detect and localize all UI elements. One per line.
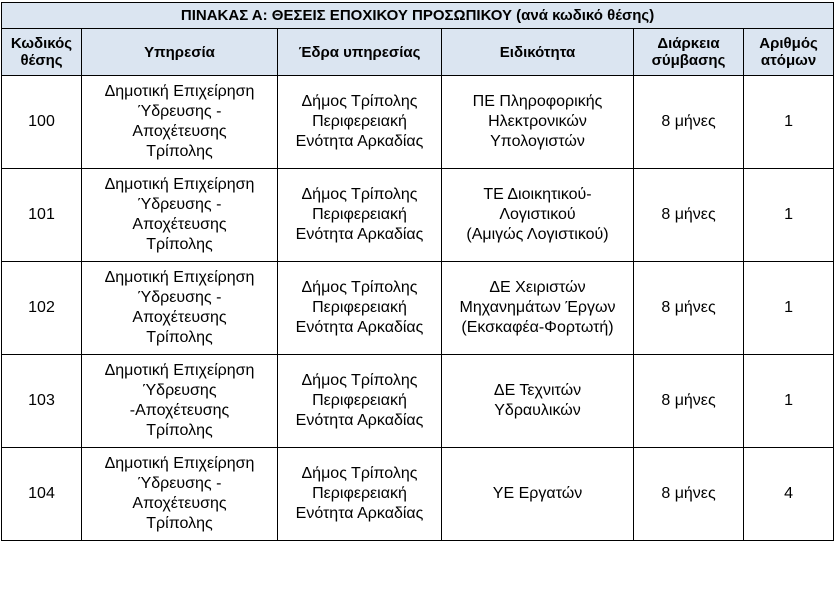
cell-service: Δημοτική Επιχείρηση Ύδρευσης - Αποχέτευσης Τρίπολης xyxy=(82,262,278,355)
cell-code: 104 xyxy=(2,448,82,541)
cell-seat: Δήμος Τρίπολης Περιφερειακή Ενότητα Αρκαδίας xyxy=(278,169,442,262)
cell-seat: Δήμος Τρίπολης Περιφερειακή Ενότητα Αρκαδίας xyxy=(278,76,442,169)
header-service: Υπηρεσία xyxy=(82,29,278,76)
cell-code: 102 xyxy=(2,262,82,355)
header-code: Κωδικός θέσης xyxy=(2,29,82,76)
cell-count: 1 xyxy=(744,169,834,262)
header-specialty: Ειδικότητα xyxy=(442,29,634,76)
cell-service: Δημοτική Επιχείρηση Ύδρευσης - Αποχέτευσης Τρίπολης xyxy=(82,76,278,169)
cell-count: 1 xyxy=(744,355,834,448)
cell-specialty: ΠΕ Πληροφορικής Ηλεκτρονικών Υπολογιστών xyxy=(442,76,634,169)
cell-specialty: ΔΕ Τεχνιτών Υδραυλικών xyxy=(442,355,634,448)
cell-service: Δημοτική Επιχείρηση Ύδρευσης -Αποχέτευσης Τρίπολης xyxy=(82,355,278,448)
table-row xyxy=(2,262,834,355)
table-title: ΠΙΝΑΚΑΣ Α: ΘΕΣΕΙΣ ΕΠΟΧΙΚΟΥ ΠΡΟΣΩΠΙΚΟΥ (ανά κωδικό θέσης) xyxy=(2,3,834,29)
cell-count: 1 xyxy=(744,262,834,355)
header-duration: Διάρκεια σύμβασης xyxy=(634,29,744,76)
cell-duration: 8 μήνες xyxy=(634,262,744,355)
table-row xyxy=(2,76,834,169)
header-count: Αριθμός ατόμων xyxy=(744,29,834,76)
cell-code: 100 xyxy=(2,76,82,169)
positions-table xyxy=(1,2,834,541)
cell-seat: Δήμος Τρίπολης Περιφερειακή Ενότητα Αρκαδίας xyxy=(278,262,442,355)
table-header-row xyxy=(2,29,834,76)
cell-duration: 8 μήνες xyxy=(634,169,744,262)
table-row xyxy=(2,169,834,262)
cell-specialty: ΥΕ Εργατών xyxy=(442,448,634,541)
table-row xyxy=(2,355,834,448)
document-page xyxy=(1,2,834,541)
cell-count: 4 xyxy=(744,448,834,541)
cell-count: 1 xyxy=(744,76,834,169)
cell-specialty: ΤΕ Διοικητικού- Λογιστικού (Αμιγώς Λογιστικού) xyxy=(442,169,634,262)
cell-seat: Δήμος Τρίπολης Περιφερειακή Ενότητα Αρκαδίας xyxy=(278,448,442,541)
cell-code: 101 xyxy=(2,169,82,262)
header-seat: Έδρα υπηρεσίας xyxy=(278,29,442,76)
cell-service: Δημοτική Επιχείρηση Ύδρευσης - Αποχέτευσης Τρίπολης xyxy=(82,169,278,262)
cell-code: 103 xyxy=(2,355,82,448)
cell-service: Δημοτική Επιχείρηση Ύδρευσης - Αποχέτευσης Τρίπολης xyxy=(82,448,278,541)
cell-specialty: ΔΕ Χειριστών Μηχανημάτων Έργων (Εκσκαφέα-Φορτωτή) xyxy=(442,262,634,355)
cell-seat: Δήμος Τρίπολης Περιφερειακή Ενότητα Αρκαδίας xyxy=(278,355,442,448)
table-row xyxy=(2,448,834,541)
cell-duration: 8 μήνες xyxy=(634,448,744,541)
cell-duration: 8 μήνες xyxy=(634,355,744,448)
cell-duration: 8 μήνες xyxy=(634,76,744,169)
table-title-row xyxy=(2,3,834,29)
